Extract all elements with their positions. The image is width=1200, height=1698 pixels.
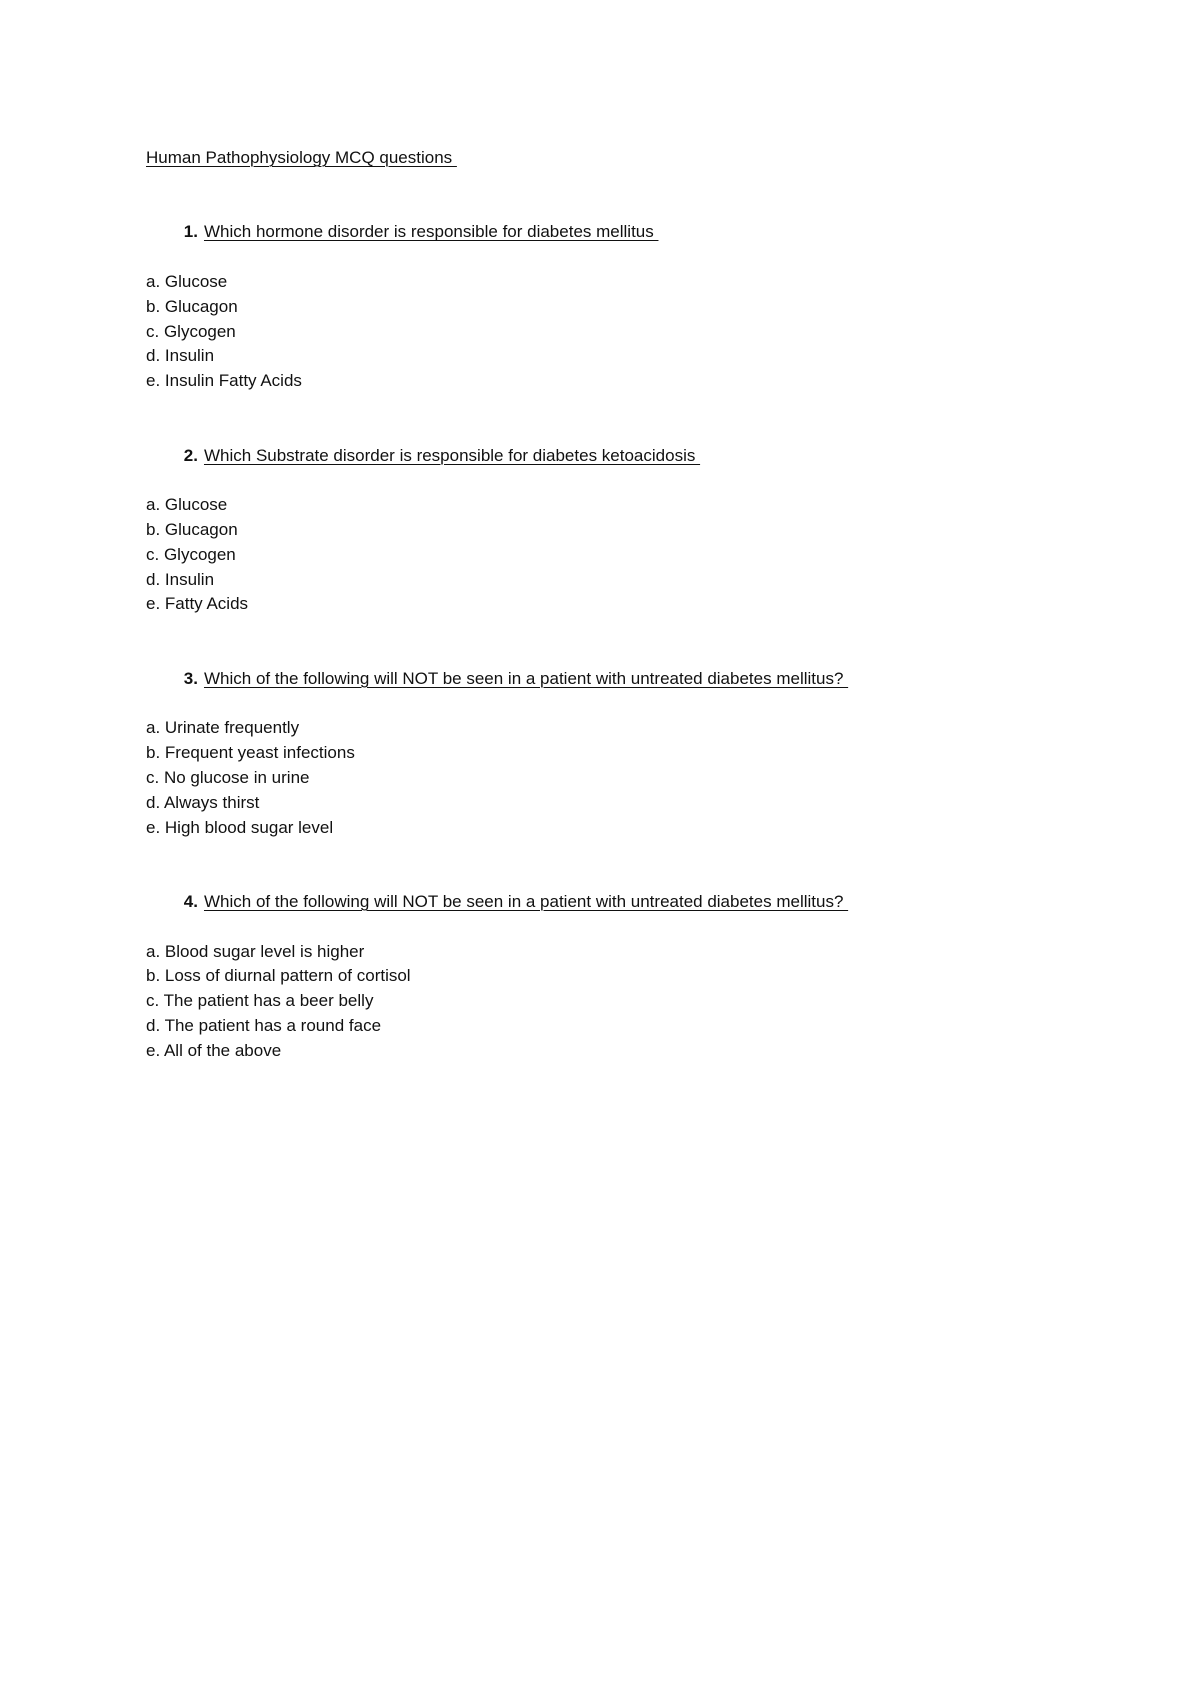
answer-option: c. No glucose in urine [146,767,310,787]
answer-option: b. Frequent yeast infections [146,743,355,763]
question-line [146,419,1106,493]
question-3 [146,642,1106,840]
question-text: Which of the following will NOT be seen in a patient with untreated diabetes mellitus? [203,891,849,911]
question-text: Which Substrate disorder is responsible for diabetes ketoacidosis [203,445,701,465]
answer-option: d. Insulin [146,346,215,366]
question-line [146,642,1106,716]
answer-option: d. Always thirst [146,792,260,812]
answer-option: c. The patient has a beer belly [146,991,374,1011]
answer-option: d. The patient has a round face [146,1015,382,1035]
answer-option: c. Glycogen [146,321,236,341]
answer-option: b. Glucagon [146,296,238,316]
answer-option: c. Glycogen [146,544,236,564]
answer-option: e. High blood sugar level [146,817,334,837]
answer-option: e. Fatty Acids [146,594,249,614]
question-number: 1. [183,222,198,242]
question-number: 3. [183,668,198,688]
answer-option: b. Glucagon [146,519,238,539]
document-title: Human Pathophysiology MCQ questions [146,148,457,167]
question-line [146,196,1106,270]
answer-option: a. Urinate frequently [146,718,300,738]
question-number: 2. [183,445,198,465]
question-line [146,865,1106,939]
question-4 [146,865,1106,1063]
answer-option: a. Glucose [146,495,228,515]
answer-option: b. Loss of diurnal pattern of cortisol [146,966,411,986]
answer-option: e. Insulin Fatty Acids [146,371,302,391]
question-text: Which of the following will NOT be seen in a patient with untreated diabetes mellitus? [203,668,849,688]
question-number: 4. [183,891,198,911]
answer-option: e. All of the above [146,1040,282,1060]
question-2 [146,419,1106,617]
answer-option: a. Glucose [146,271,228,291]
question-1 [146,196,1106,394]
answer-option: a. Blood sugar level is higher [146,941,365,961]
question-text: Which hormone disorder is responsible for diabetes mellitus [203,222,659,242]
document-content [146,146,1106,1063]
answer-option: d. Insulin [146,569,215,589]
